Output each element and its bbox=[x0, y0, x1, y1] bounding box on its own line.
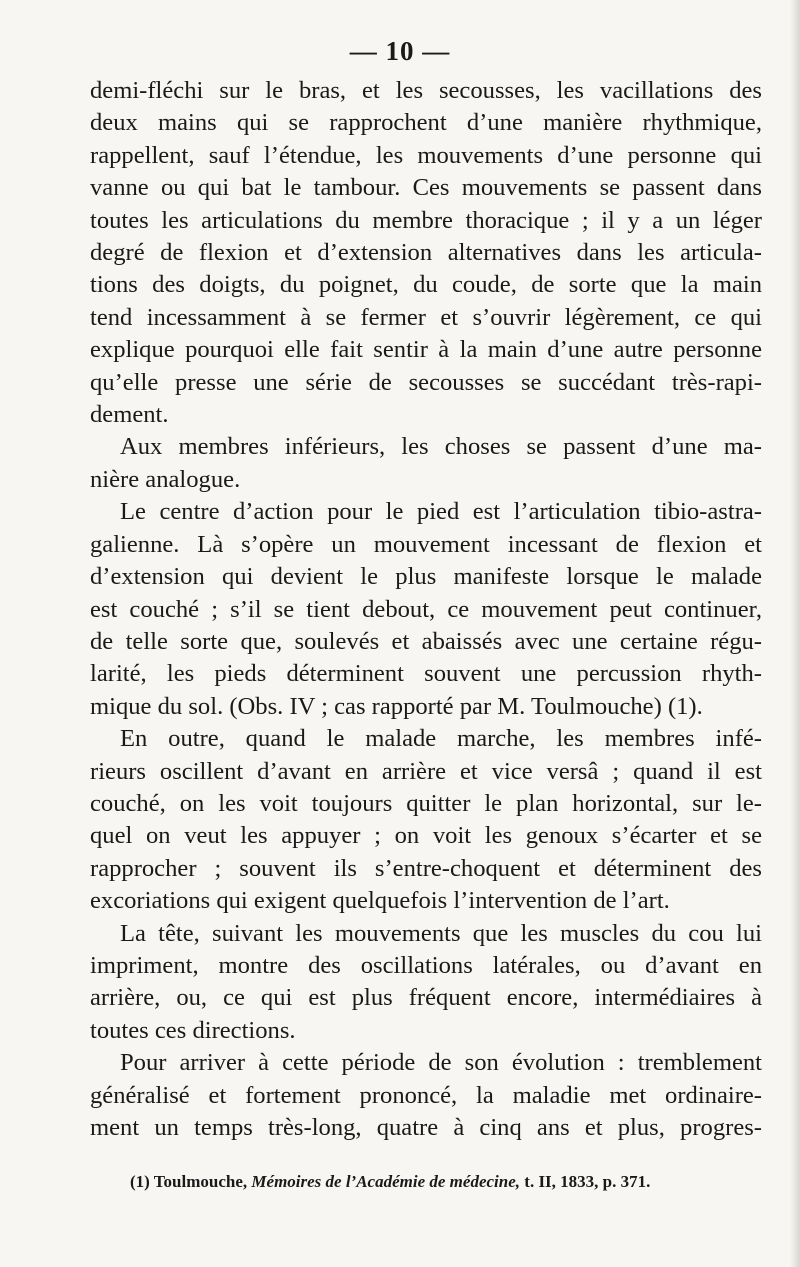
text-line: couché, on les voit toujours quitter le plan horizontal, sur le- bbox=[90, 789, 762, 817]
text-line: impriment, montre des oscillations latérales, ou d’avant en bbox=[90, 951, 762, 979]
text-line: rappellent, sauf l’étendue, les mouvements d’une personne qui bbox=[90, 141, 762, 169]
text-line: qu’elle presse une série de secousses se succédant très-rapi- bbox=[90, 368, 762, 396]
paragraph bbox=[90, 723, 762, 917]
text-line: demi-fléchi sur le bras, et les secousses, les vacillations des bbox=[90, 77, 762, 104]
paragraph bbox=[90, 75, 762, 431]
footnote-reference: t. II, 1833, p. 371. bbox=[524, 1172, 651, 1191]
text-line: En outre, quand le malade marche, les membres infé- bbox=[120, 725, 762, 753]
text-line: explique pourquoi elle fait sentir à la main d’une autre personne bbox=[90, 336, 762, 364]
paragraph bbox=[90, 431, 762, 496]
text-line: deux mains qui se rapprochent d’une manière rhythmique, bbox=[90, 109, 762, 137]
text-line: rapprocher ; souvent ils s’entre-choquent et déterminent des bbox=[90, 854, 762, 882]
text-line: dement. bbox=[90, 401, 169, 429]
text-line: tions des doigts, du poignet, du coude, de sorte que la main bbox=[90, 271, 762, 299]
text-line: arrière, ou, ce qui est plus fréquent encore, intermédiaires à bbox=[90, 984, 762, 1012]
text-line: Pour arriver à cette période de son évolution : tremblement bbox=[120, 1049, 762, 1077]
text-line: La tête, suivant les mouvements que les muscles du cou lui bbox=[120, 919, 762, 947]
footnote-title: Mémoires de l’Académie de médecine, bbox=[251, 1172, 521, 1191]
page-number: — 10 — bbox=[349, 36, 451, 66]
text-line: toutes ces directions. bbox=[90, 1016, 296, 1044]
text-line: tend incessamment à se fermer et s’ouvrir légèrement, ce qui bbox=[90, 303, 762, 331]
text-line: nière analogue. bbox=[90, 465, 241, 493]
text-line: toutes les articulations du membre thoracique ; il y a un léger bbox=[90, 206, 762, 234]
paragraph bbox=[90, 1047, 762, 1144]
footnote-author: Toulmouche, bbox=[153, 1172, 248, 1191]
text-line: généralisé et fortement prononcé, la maladie met ordinaire- bbox=[90, 1081, 762, 1109]
paragraph bbox=[90, 496, 762, 723]
text-line: d’extension qui devient le plus manifeste lorsque le malade bbox=[90, 563, 762, 591]
text-line: rieurs oscillent d’avant en arrière et vice versâ ; quand il est bbox=[90, 757, 762, 785]
footnote bbox=[130, 1172, 760, 1192]
text-line: quel on veut les appuyer ; on voit les genoux s’écarter et se bbox=[90, 822, 762, 850]
text-line: larité, les pieds déterminent souvent une percussion rhyth- bbox=[90, 660, 762, 688]
footnote-marker: (1) bbox=[130, 1172, 150, 1191]
text-line: vanne ou qui bat le tambour. Ces mouvements se passent dans bbox=[90, 174, 762, 202]
body-text bbox=[90, 75, 762, 1144]
text-line: de telle sorte que, soulevés et abaissés avec une certaine régu- bbox=[90, 627, 762, 655]
text-line: ment un temps très-long, quatre à cinq ans et plus, progres- bbox=[90, 1114, 762, 1141]
text-line: mique du sol. (Obs. IV ; cas rapporté par M. Toulmouche) (1). bbox=[90, 692, 703, 720]
text-line: Le centre d’action pour le pied est l’articulation tibio-astra- bbox=[120, 498, 762, 526]
text-line: excoriations qui exigent quelquefois l’intervention de l’art. bbox=[90, 887, 670, 915]
paragraph bbox=[90, 918, 762, 1048]
text-line: degré de flexion et d’extension alternatives dans les articula- bbox=[90, 239, 762, 267]
page-edge-shadow bbox=[790, 0, 800, 1267]
text-line: Aux membres inférieurs, les choses se passent d’une ma- bbox=[120, 433, 762, 461]
text-line: galienne. Là s’opère un mouvement incessant de flexion et bbox=[90, 530, 762, 558]
text-line: est couché ; s’il se tient debout, ce mouvement peut continuer, bbox=[90, 595, 762, 623]
